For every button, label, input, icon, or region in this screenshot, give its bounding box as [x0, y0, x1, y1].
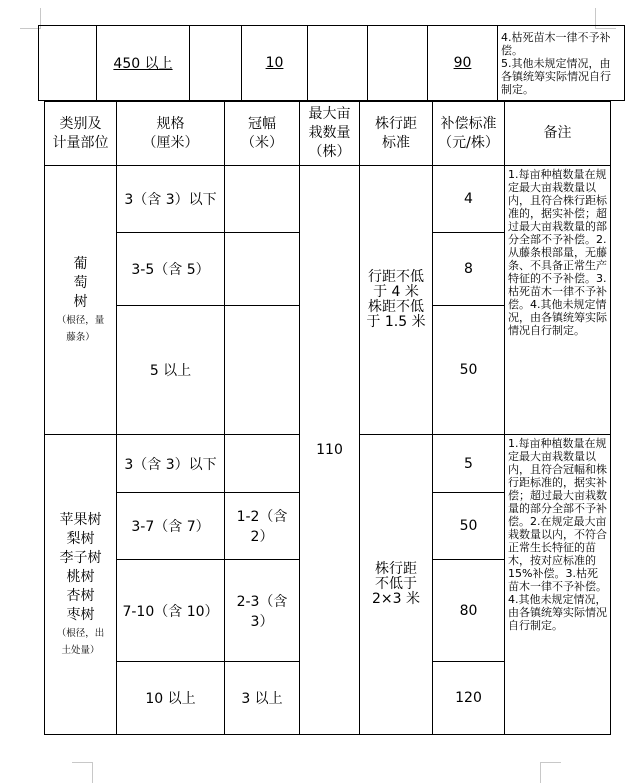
grape-standard: 50	[433, 306, 505, 435]
fruit-spec: 3-7（含 7）	[117, 493, 225, 560]
fruit-category: 苹果树 梨树 李子树 桃树 杏树 枣树 （根径，出 土处量）	[45, 435, 117, 735]
fruit-spec: 7-10（含 10）	[117, 560, 225, 662]
header-remarks: 备注	[505, 102, 611, 166]
grape-crown	[225, 166, 300, 233]
top-density: 10	[265, 55, 284, 71]
fruit-spec: 10 以上	[117, 662, 225, 735]
header-standard: 补偿标准 （元/株）	[433, 102, 505, 166]
grape-standard: 8	[433, 233, 505, 306]
header-crown: 冠幅 （米）	[225, 102, 300, 166]
grape-spec: 5 以上	[117, 306, 225, 435]
top-remark-line: 5.其他未规定情况，由各镇统筹实际情况自行制定。	[501, 56, 611, 96]
continuation-table	[38, 25, 625, 101]
max-density: 110	[300, 166, 360, 735]
grape-crown	[225, 233, 300, 306]
header-category: 类别及 计量部位	[45, 102, 117, 166]
fruit-standard: 50	[433, 493, 505, 560]
top-spec: 450 以上	[113, 56, 173, 72]
fruit-spacing: 株行距 不低于 2×3 米	[360, 435, 433, 735]
grape-spec: 3（含 3）以下	[117, 166, 225, 233]
table-row	[45, 166, 611, 233]
fruit-crown	[225, 435, 300, 493]
header-max-density: 最大亩 栽数量 （株）	[300, 102, 360, 166]
fruit-crown: 2-3（含 3）	[225, 560, 300, 662]
fruit-standard: 80	[433, 560, 505, 662]
header-row	[45, 102, 611, 166]
top-empty-cell	[190, 26, 242, 101]
fruit-standard: 5	[433, 435, 505, 493]
top-density-cell	[242, 26, 308, 101]
top-standard-cell	[428, 26, 498, 101]
grape-spec: 3-5（含 5）	[117, 233, 225, 306]
header-spec: 规格 （厘米）	[117, 102, 225, 166]
grape-remarks: 1.每亩种植数量在规定最大亩栽数量以内，且符合株行距标准的，据实补偿；超过最大亩栽数量的部分全部不予补偿。2.从藤条根部量，无藤条、不具备正常生产特征的不予补偿。3.枯死苗木一律不予补偿。4.其他未规定情况，由各镇统筹实际情况自行制定。	[505, 166, 611, 435]
compensation-table	[44, 101, 611, 735]
top-remarks-cell	[498, 26, 625, 101]
top-remark-line: 4.枯死苗木一律不予补偿。	[501, 30, 611, 57]
fruit-remarks: 1.每亩种植数量在规定最大亩栽数量以内，且符合冠幅和株行距标准的，据实补偿；超过最大亩栽数量的部分全部不予补偿。2.在规定最大亩栽数量以内，不符合正常生长特征的苗木，按对应标准的 15%补偿。3.枯死苗木一律不予补偿。4.其他未规定情况，由各镇统筹实际情况自行制定。	[505, 435, 611, 735]
grape-category: 葡 萄 树 （根径，量 藤条）	[45, 166, 117, 435]
fruit-crown: 3 以上	[225, 662, 300, 735]
header-spacing: 株行距 标准	[360, 102, 433, 166]
top-standard: 90	[453, 55, 472, 71]
grape-spacing: 行距不低 于 4 米 株距不低 于 1.5 米	[360, 166, 433, 435]
grape-crown	[225, 306, 300, 435]
top-empty-cell	[368, 26, 428, 101]
top-empty-cell	[39, 26, 97, 101]
fruit-standard: 120	[433, 662, 505, 735]
grape-standard: 4	[433, 166, 505, 233]
fruit-spec: 3（含 3）以下	[117, 435, 225, 493]
top-spec-cell	[97, 26, 190, 101]
fruit-crown: 1-2（含 2）	[225, 493, 300, 560]
top-empty-cell	[308, 26, 368, 101]
